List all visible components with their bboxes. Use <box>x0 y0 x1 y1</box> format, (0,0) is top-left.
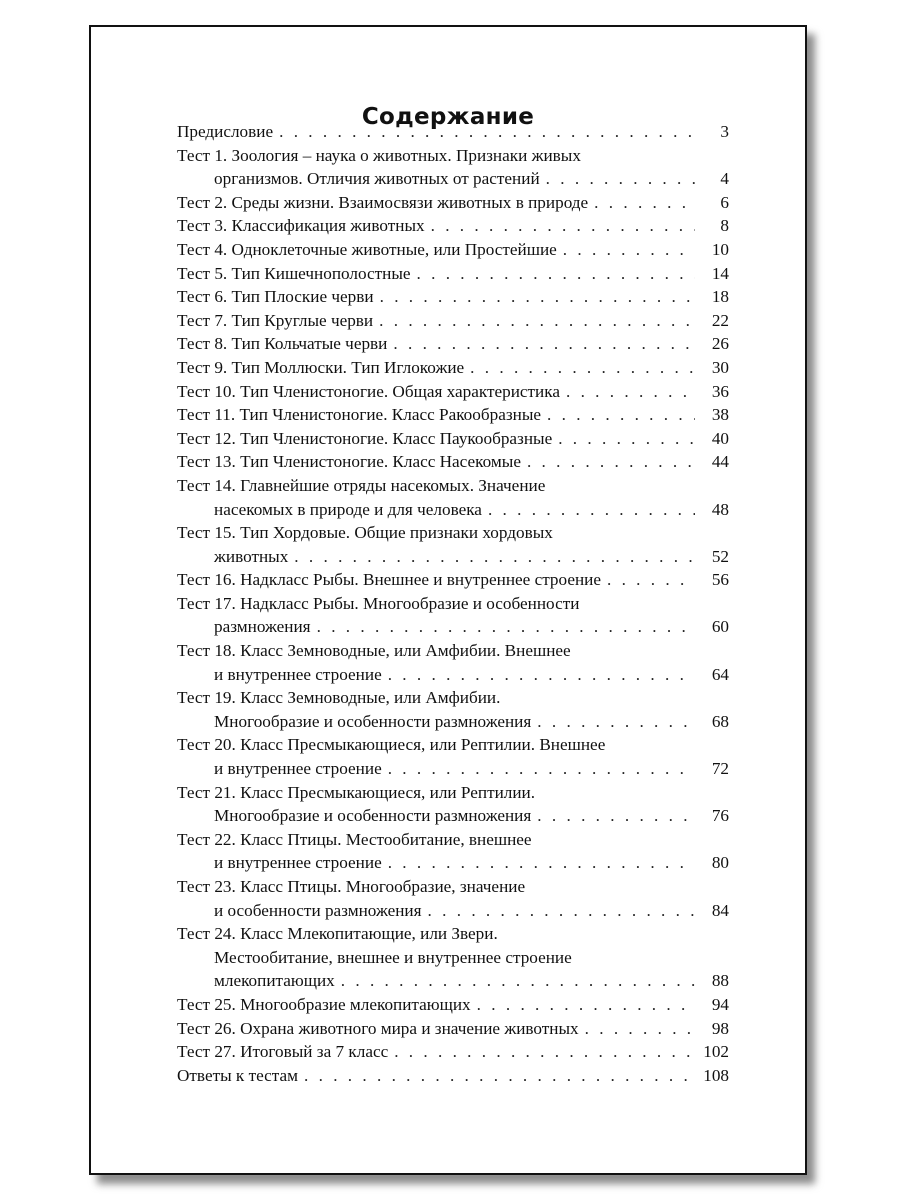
dot-leader <box>388 851 695 875</box>
toc-page-number: 102 <box>703 1042 729 1062</box>
toc-entry-row <box>177 285 729 309</box>
toc-entry-text: Тест 24. Класс Млекопитающие, или Звери. <box>177 924 498 944</box>
toc-entry <box>177 427 729 451</box>
dot-leader <box>393 332 695 356</box>
toc-entry-text: Тест 27. Итоговый за 7 класс <box>177 1042 389 1062</box>
toc-entry-text: Тест 16. Надкласс Рыбы. Внешнее и внутреннее строение <box>177 570 601 590</box>
toc-entry <box>177 922 729 993</box>
toc-page-number: 84 <box>711 900 729 920</box>
toc-entry-row <box>177 1017 729 1041</box>
toc-entry <box>177 450 729 474</box>
toc-entry <box>177 1040 729 1064</box>
toc-page-number: 8 <box>720 216 729 236</box>
dot-leader <box>388 663 695 687</box>
toc-page-number: 108 <box>703 1065 729 1085</box>
toc-entry-text: Тест 11. Тип Членистоногие. Класс Ракообразные <box>177 405 541 425</box>
toc-entry-text: Тест 9. Тип Моллюски. Тип Иглокожие <box>177 357 465 377</box>
toc-page-number: 76 <box>711 806 729 826</box>
toc-page-number: 94 <box>711 994 729 1014</box>
toc-entry <box>177 686 729 733</box>
toc-entry-row <box>177 757 729 781</box>
toc-entry <box>177 356 729 380</box>
toc-entry-row <box>177 710 729 734</box>
toc-entry-row <box>177 545 729 569</box>
dot-leader <box>341 969 695 993</box>
dot-leader <box>294 545 695 569</box>
toc-entry <box>177 144 729 191</box>
toc-entry <box>177 781 729 828</box>
toc-entry-text: Местообитание, внешнее и внутреннее строение <box>214 947 572 967</box>
toc-entry-row <box>177 262 729 286</box>
dot-leader <box>537 710 695 734</box>
toc-entry <box>177 380 729 404</box>
toc-entry-row <box>177 663 729 687</box>
toc-page-number: 98 <box>711 1018 729 1038</box>
toc-entry-row <box>177 309 729 333</box>
toc-entry-row <box>177 568 729 592</box>
page-title: Содержание <box>361 104 535 130</box>
dot-leader <box>585 1017 695 1041</box>
toc-entry-text: Тест 5. Тип Кишечнополостные <box>177 263 411 283</box>
dot-leader <box>607 568 695 592</box>
toc-page-number: 14 <box>711 263 729 283</box>
dot-leader <box>477 993 695 1017</box>
toc-page-number: 22 <box>711 310 729 330</box>
toc-page-number: 48 <box>711 499 729 519</box>
toc-entry-text: Тест 15. Тип Хордовые. Общие признаки хордовых <box>177 523 553 543</box>
toc-page-number: 80 <box>711 853 729 873</box>
toc-entry <box>177 639 729 686</box>
dot-leader <box>417 262 696 286</box>
toc-entry-row <box>177 1064 729 1088</box>
toc-page-number: 4 <box>720 169 729 189</box>
dot-leader <box>388 757 695 781</box>
dot-leader <box>428 899 695 923</box>
dot-leader <box>470 356 695 380</box>
dot-leader <box>566 380 695 404</box>
toc-page-number: 18 <box>711 287 729 307</box>
toc-entry <box>177 733 729 780</box>
dot-leader <box>537 804 695 828</box>
toc-entry <box>177 262 729 286</box>
document-page <box>89 25 807 1175</box>
toc-entry-text: Тест 23. Класс Птицы. Многообразие, значение <box>177 877 526 896</box>
toc-entry-text: и внутреннее строение <box>214 853 382 873</box>
toc-entry-text: и внутреннее строение <box>214 759 382 779</box>
toc-page-number: 64 <box>711 664 729 684</box>
toc-entry-text: Тест 21. Класс Пресмыкающиеся, или Рептилии. <box>177 782 536 802</box>
toc-entry-text: Тест 8. Тип Кольчатые черви <box>177 334 388 354</box>
toc-entry-text: животных <box>214 546 289 566</box>
toc-entry-text: Многообразие и особенности размножения <box>214 806 532 826</box>
toc-entry-text: Тест 25. Многообразие млекопитающих <box>177 994 471 1014</box>
toc-page-number: 30 <box>711 357 729 377</box>
toc-entry-row <box>177 993 729 1017</box>
toc-page-number: 6 <box>720 192 729 212</box>
toc-entry <box>177 993 729 1017</box>
dot-leader <box>379 309 695 333</box>
toc-entry-row <box>177 804 729 828</box>
dot-leader <box>394 1040 695 1064</box>
dot-leader <box>431 214 695 238</box>
toc-entry-text: Тест 6. Тип Плоские черви <box>177 287 374 307</box>
toc-entry-row <box>177 191 729 215</box>
dot-leader <box>317 615 695 639</box>
toc-entry <box>177 1017 729 1041</box>
toc-entry-text: Тест 18. Класс Земноводные, или Амфибии. Внешнее <box>177 641 571 661</box>
toc-entry <box>177 403 729 427</box>
toc-entry-text: размножения <box>214 617 311 637</box>
toc-entry <box>177 875 729 922</box>
toc-entry-row <box>177 1040 729 1064</box>
toc-entry-text: Тест 1. Зоология – наука о животных. Признаки живых <box>177 145 581 165</box>
toc-entry <box>177 521 729 568</box>
toc-entry-row <box>177 356 729 380</box>
toc-entry <box>177 285 729 309</box>
toc-entry <box>177 474 729 521</box>
toc-entry <box>177 238 729 262</box>
toc-page-number: 40 <box>711 428 729 448</box>
toc-entry-row <box>177 615 729 639</box>
toc-entry-text: Тест 7. Тип Круглые черви <box>177 310 374 330</box>
toc-entry-text: и внутреннее строение <box>214 664 382 684</box>
toc-entry-row <box>177 427 729 451</box>
dot-leader <box>527 450 695 474</box>
toc-page-number: 60 <box>711 617 729 637</box>
toc-page-number: 52 <box>711 546 729 566</box>
toc-entry <box>177 191 729 215</box>
toc-entry-text: Тест 14. Главнейшие отряды насекомых. Значение <box>177 475 546 495</box>
toc-page-number: 68 <box>711 711 729 731</box>
toc-entry <box>177 332 729 356</box>
toc-entry-text: Тест 22. Класс Птицы. Местообитание, внешнее <box>177 829 532 849</box>
toc-entry-text: Тест 2. Среды жизни. Взаимосвязи животных в природе <box>177 192 589 212</box>
dot-leader <box>563 238 695 262</box>
toc-page-number: 38 <box>711 405 729 425</box>
toc-entry-text: Тест 26. Охрана животного мира и значение животных <box>177 1018 579 1038</box>
toc-entry-row <box>177 899 729 923</box>
toc-entry-text: и особенности размножения <box>214 900 422 920</box>
toc-entry-row <box>177 851 729 875</box>
toc-page-number: 36 <box>711 381 729 401</box>
toc-entry <box>177 120 729 144</box>
toc-entry <box>177 828 729 875</box>
toc-entry-text: Тест 17. Надкласс Рыбы. Многообразие и особенности <box>177 593 580 613</box>
toc-entry-text: Тест 12. Тип Членистоногие. Класс Паукообразные <box>177 428 553 448</box>
toc-entry-text: Тест 3. Классификация животных <box>177 216 425 236</box>
toc-page-number: 72 <box>711 759 729 779</box>
toc-entry-row <box>177 238 729 262</box>
toc-entry-row <box>177 120 729 144</box>
toc-entry-row <box>177 969 729 993</box>
toc-page-number: 26 <box>711 334 729 354</box>
toc-entry-row <box>177 380 729 404</box>
dot-leader <box>558 427 695 451</box>
dot-leader <box>546 167 695 191</box>
toc-page-number: 56 <box>711 570 729 590</box>
toc-entry-text: Тест 13. Тип Членистоногие. Класс Насекомые <box>177 452 521 472</box>
toc-entry <box>177 592 729 639</box>
dot-leader <box>547 403 695 427</box>
toc-page-number: 10 <box>711 239 729 259</box>
toc-entry-text: организмов. Отличия животных от растений <box>214 169 540 189</box>
toc-entry-row <box>177 214 729 238</box>
dot-leader <box>279 120 695 144</box>
toc-entry-text: Ответы к тестам <box>177 1065 298 1085</box>
toc-entry-row <box>177 450 729 474</box>
dot-leader <box>594 191 695 215</box>
toc-entry <box>177 1064 729 1088</box>
toc-entry-text: Многообразие и особенности размножения <box>214 711 532 731</box>
dot-leader <box>304 1064 695 1088</box>
toc-entry <box>177 214 729 238</box>
dot-leader <box>488 498 695 522</box>
table-of-contents <box>177 120 729 1087</box>
toc-entry-text: Тест 20. Класс Пресмыкающиеся, или Рептилии. Внешнее <box>177 735 606 755</box>
toc-entry <box>177 568 729 592</box>
toc-entry-text: насекомых в природе и для человека <box>214 499 482 519</box>
dot-leader <box>380 285 695 309</box>
toc-entry-text: млекопитающих <box>214 971 335 991</box>
toc-entry-row <box>177 498 729 522</box>
toc-entry-row <box>177 403 729 427</box>
toc-entry-text: Тест 10. Тип Членистоногие. Общая характеристика <box>177 381 560 401</box>
toc-page-number: 44 <box>711 452 729 472</box>
toc-entry-text: Тест 4. Одноклеточные животные, или Простейшие <box>177 239 557 259</box>
toc-entry-text: Тест 19. Класс Земноводные, или Амфибии. <box>177 688 501 708</box>
toc-entry-row <box>177 332 729 356</box>
toc-entry-row <box>177 167 729 191</box>
toc-page-number: 88 <box>711 971 729 991</box>
toc-page-number: 3 <box>720 122 729 141</box>
toc-entry-text: Предисловие <box>177 122 274 141</box>
toc-entry <box>177 309 729 333</box>
